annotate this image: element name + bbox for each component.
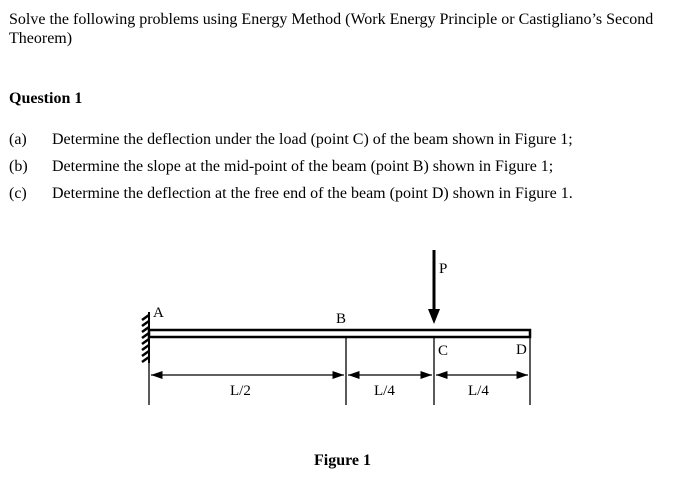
point-c-label: C (438, 343, 449, 359)
beam (149, 330, 530, 337)
item-text: Determine the deflection at the free end of the beam (point D) shown in Figure 1. (52, 185, 573, 202)
item-text: Determine the slope at the mid-point of the beam (point B) shown in Figure 1; (52, 158, 554, 175)
dimension-label-half: L/2 (230, 383, 251, 399)
item-text: Determine the deflection under the load (point C) of the beam shown in Figure 1; (52, 131, 573, 148)
figure-caption: Figure 1 (314, 452, 372, 469)
item-label: (b) (9, 158, 28, 175)
item-label: (c) (9, 185, 27, 202)
item-label: (a) (9, 131, 27, 148)
point-d-label: D (516, 342, 527, 358)
instructions-text: Solve the following problems using Energy Method (Work Energy Principle or Castigliano’s Second Theorem) (9, 11, 654, 47)
point-b-label: B (336, 311, 347, 327)
load-label: P (439, 261, 448, 277)
dimension-label-quarter-1: L/4 (374, 383, 395, 399)
question-title: Question 1 (9, 90, 83, 107)
dimension-label-quarter-2: L/4 (468, 383, 489, 399)
point-a-label: A (153, 305, 164, 321)
